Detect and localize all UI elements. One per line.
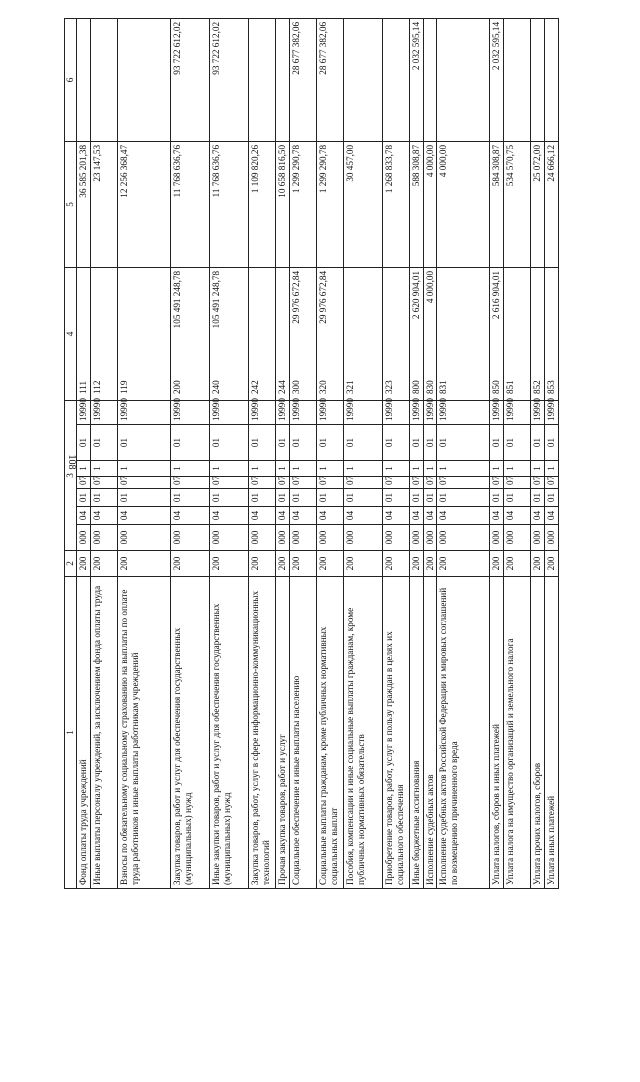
code-part-cell: 07 bbox=[289, 477, 316, 489]
column-header: 3 bbox=[65, 400, 77, 550]
code-part-cell: 1 bbox=[77, 461, 91, 477]
code-part-cell: 04 bbox=[545, 507, 559, 525]
code-part-cell: 01 bbox=[316, 489, 343, 507]
code-target-article: 19990 bbox=[210, 398, 221, 421]
line-code-cell: 200 bbox=[545, 551, 559, 577]
code-part-cell: 07 bbox=[437, 477, 490, 489]
code-expense-type: 320 bbox=[317, 380, 328, 395]
code-expense-type: 112 bbox=[91, 380, 102, 395]
code-part-cell: 01 bbox=[170, 425, 209, 461]
table-row bbox=[490, 18, 504, 888]
line-code-cell: 200 bbox=[382, 551, 409, 577]
column-number-header-row bbox=[65, 18, 77, 888]
approved-amount-cell: 29 976 672,84 bbox=[289, 267, 316, 400]
unexecuted-amount-cell bbox=[545, 18, 559, 141]
row-name-cell: Закупка товаров, работ, услуг в сфере информационно-коммуникационных технологий bbox=[248, 577, 275, 889]
code-expense-type: 853 bbox=[546, 380, 557, 395]
code-part-cell bbox=[343, 380, 382, 424]
table-row bbox=[504, 18, 531, 888]
code-target-article: 19990 bbox=[532, 398, 543, 421]
code-part-cell: 01 bbox=[437, 489, 490, 507]
code-expense-type: 850 bbox=[491, 380, 502, 395]
code-part-cell: 04 bbox=[90, 507, 117, 525]
table-row bbox=[316, 18, 343, 888]
table-row bbox=[545, 18, 559, 888]
approved-amount-cell: 105 491 248,78 bbox=[209, 267, 248, 400]
table-body bbox=[77, 18, 559, 888]
code-part-cell: 01 bbox=[90, 489, 117, 507]
code-part-cell: 01 bbox=[437, 425, 490, 461]
code-expense-type: 111 bbox=[78, 380, 88, 395]
code-part-cell bbox=[77, 380, 91, 424]
code-part-cell bbox=[289, 380, 316, 424]
code-part-cell: 01 bbox=[289, 489, 316, 507]
code-part-cell: 01 bbox=[275, 489, 289, 507]
code-part-cell: 01 bbox=[545, 425, 559, 461]
code-part-cell bbox=[545, 380, 559, 424]
code-target-article: 19990 bbox=[290, 398, 301, 421]
unexecuted-amount-cell: 28 677 382,06 bbox=[316, 18, 343, 141]
row-name-cell: Уплата налога на имущество организаций и земельного налога bbox=[504, 577, 531, 889]
code-part-cell: 1 bbox=[531, 461, 545, 477]
line-code-cell: 200 bbox=[490, 551, 504, 577]
code-part-cell: 01 bbox=[504, 489, 531, 507]
code-part-cell: 000 bbox=[275, 525, 289, 551]
row-name-cell: Иные выплаты персоналу учреждений, за исключением фонда оплаты труда bbox=[90, 577, 117, 889]
code-expense-type: 323 bbox=[383, 380, 394, 395]
code-expense-type: 242 bbox=[249, 380, 260, 395]
code-part-cell: 01 bbox=[423, 425, 437, 461]
code-part-cell: 04 bbox=[117, 507, 170, 525]
code-part-cell: 04 bbox=[275, 507, 289, 525]
code-part-cell bbox=[316, 380, 343, 424]
code-part-cell bbox=[382, 380, 409, 424]
code-part-cell: 07 bbox=[545, 477, 559, 489]
code-part-cell: 1 bbox=[423, 461, 437, 477]
unexecuted-amount-cell bbox=[90, 18, 117, 141]
code-part-cell: 1 bbox=[545, 461, 559, 477]
executed-amount-cell: 4 000,00 bbox=[423, 141, 437, 267]
approved-amount-cell: 29 976 672,84 bbox=[316, 267, 343, 400]
code-target-article: 19990 bbox=[491, 398, 502, 421]
code-part-cell: 04 bbox=[248, 507, 275, 525]
executed-amount-cell: 1 109 820,26 bbox=[248, 141, 275, 267]
table-row bbox=[423, 18, 437, 888]
code-part-cell: 01 bbox=[531, 425, 545, 461]
table-row bbox=[117, 18, 170, 888]
code-part-cell: 1 bbox=[209, 461, 248, 477]
code-part-cell bbox=[531, 380, 545, 424]
code-expense-type: 119 bbox=[118, 380, 129, 395]
table-row bbox=[382, 18, 409, 888]
code-part-cell: 07 bbox=[490, 477, 504, 489]
code-target-article: 19990 bbox=[438, 398, 449, 421]
line-code-cell: 200 bbox=[77, 551, 91, 577]
code-target-article: 19990 bbox=[317, 398, 328, 421]
approved-amount-cell: 2 620 904,01 bbox=[409, 267, 423, 400]
row-name-cell: Взносы по обязательному социальному страхованию на выплаты по оплате труда работников и иные выплаты работникам учреждений bbox=[117, 577, 170, 889]
executed-amount-cell: 1 299 290,78 bbox=[316, 141, 343, 267]
code-part-cell: 1 bbox=[90, 461, 117, 477]
table-row bbox=[437, 18, 490, 888]
line-code-cell: 200 bbox=[437, 551, 490, 577]
executed-amount-cell: 23 147,53 bbox=[90, 141, 117, 267]
code-part-cell: 04 bbox=[409, 507, 423, 525]
code-target-article: 19990 bbox=[410, 398, 421, 421]
code-part-cell: 01 bbox=[248, 425, 275, 461]
executed-amount-cell: 12 256 368,47 bbox=[117, 141, 170, 267]
code-part-cell: 01 bbox=[423, 489, 437, 507]
code-target-article: 19990 bbox=[546, 398, 557, 421]
executed-amount-cell: 30 457,00 bbox=[343, 141, 382, 267]
code-part-cell: 01 bbox=[382, 425, 409, 461]
code-part-cell: 01 bbox=[490, 425, 504, 461]
code-part-cell: 01 bbox=[77, 425, 91, 461]
line-code-cell: 200 bbox=[170, 551, 209, 577]
code-part-cell bbox=[90, 380, 117, 424]
code-part-cell: 1 bbox=[382, 461, 409, 477]
code-part-cell: 07 bbox=[77, 477, 91, 489]
code-part-cell: 01 bbox=[117, 489, 170, 507]
code-part-cell: 1 bbox=[289, 461, 316, 477]
code-part-cell bbox=[209, 380, 248, 424]
row-name-cell: Приобретение товаров, работ, услуг в пользу граждан в целях их социального обеспечения bbox=[382, 577, 409, 889]
executed-amount-cell: 1 268 833,78 bbox=[382, 141, 409, 267]
code-part-cell: 07 bbox=[382, 477, 409, 489]
code-part-cell bbox=[423, 380, 437, 424]
executed-amount-cell: 4 000,00 bbox=[437, 141, 490, 267]
code-part-cell: 1 bbox=[409, 461, 423, 477]
line-code-cell: 200 bbox=[316, 551, 343, 577]
executed-amount-cell: 588 308,87 bbox=[409, 141, 423, 267]
line-code-cell: 200 bbox=[423, 551, 437, 577]
code-part-cell: 01 bbox=[545, 489, 559, 507]
code-part-cell: 01 bbox=[248, 489, 275, 507]
code-expense-type: 300 bbox=[290, 380, 301, 395]
code-part-cell bbox=[248, 380, 275, 424]
code-part-cell: 07 bbox=[275, 477, 289, 489]
code-part-cell: 04 bbox=[423, 507, 437, 525]
executed-amount-cell: 584 308,87 bbox=[490, 141, 504, 267]
code-part-cell: 1 bbox=[170, 461, 209, 477]
code-target-article: 19990 bbox=[249, 398, 260, 421]
code-part-cell: 04 bbox=[490, 507, 504, 525]
unexecuted-amount-cell bbox=[531, 18, 545, 141]
code-part-cell bbox=[170, 380, 209, 424]
code-part-cell: 01 bbox=[209, 425, 248, 461]
code-expense-type: 830 bbox=[424, 380, 435, 395]
table-row bbox=[531, 18, 545, 888]
code-part-cell: 07 bbox=[90, 477, 117, 489]
code-part-cell: 07 bbox=[423, 477, 437, 489]
code-target-article: 19990 bbox=[424, 398, 435, 421]
table-row bbox=[90, 18, 117, 888]
code-part-cell: 07 bbox=[531, 477, 545, 489]
code-part-cell: 000 bbox=[504, 525, 531, 551]
line-code-cell: 200 bbox=[504, 551, 531, 577]
unexecuted-amount-cell bbox=[248, 18, 275, 141]
code-part-cell: 04 bbox=[531, 507, 545, 525]
code-target-article: 19990 bbox=[383, 398, 394, 421]
approved-amount-cell: 2 616 904,01 bbox=[490, 267, 504, 400]
executed-amount-cell: 11 768 636,76 bbox=[170, 141, 209, 267]
unexecuted-amount-cell bbox=[423, 18, 437, 141]
code-target-article: 19990 bbox=[276, 398, 287, 421]
code-part-cell: 01 bbox=[409, 489, 423, 507]
code-part-cell: 01 bbox=[490, 489, 504, 507]
table-row bbox=[343, 18, 382, 888]
approved-amount-cell: 105 491 248,78 bbox=[170, 267, 209, 400]
unexecuted-amount-cell: 28 677 382,06 bbox=[289, 18, 316, 141]
unexecuted-amount-cell: 2 032 595,14 bbox=[409, 18, 423, 141]
column-header: 1 bbox=[65, 577, 77, 889]
code-part-cell: 000 bbox=[545, 525, 559, 551]
rotated-document-sheet bbox=[64, 19, 618, 889]
unexecuted-amount-cell: 93 722 612,02 bbox=[209, 18, 248, 141]
code-expense-type: 852 bbox=[532, 380, 543, 395]
code-part-cell: 07 bbox=[209, 477, 248, 489]
code-part-cell: 07 bbox=[343, 477, 382, 489]
line-code-cell: 200 bbox=[409, 551, 423, 577]
line-code-cell: 200 bbox=[90, 551, 117, 577]
code-part-cell: 04 bbox=[437, 507, 490, 525]
code-part-cell: 1 bbox=[248, 461, 275, 477]
executed-amount-cell: 1 299 290,78 bbox=[289, 141, 316, 267]
code-part-cell: 1 bbox=[504, 461, 531, 477]
unexecuted-amount-cell bbox=[275, 18, 289, 141]
unexecuted-amount-cell bbox=[382, 18, 409, 141]
code-part-cell: 07 bbox=[117, 477, 170, 489]
table-row bbox=[77, 18, 91, 888]
unexecuted-amount-cell: 2 032 595,14 bbox=[490, 18, 504, 141]
code-expense-type: 240 bbox=[210, 380, 221, 395]
code-part-cell: 1 bbox=[343, 461, 382, 477]
code-part-cell: 000 bbox=[437, 525, 490, 551]
code-part-cell: 07 bbox=[504, 477, 531, 489]
unexecuted-amount-cell bbox=[117, 18, 170, 141]
table-row bbox=[248, 18, 275, 888]
table-row bbox=[289, 18, 316, 888]
code-part-cell bbox=[275, 380, 289, 424]
table-row bbox=[275, 18, 289, 888]
code-part-cell: 01 bbox=[343, 425, 382, 461]
executed-amount-cell: 11 768 636,76 bbox=[209, 141, 248, 267]
code-part-cell: 000 bbox=[209, 525, 248, 551]
code-part-cell: 000 bbox=[117, 525, 170, 551]
code-part-cell: 000 bbox=[90, 525, 117, 551]
row-name-cell: Иные закупки товаров, работ и услуг для обеспечения государственных (муниципальных) нужд bbox=[209, 577, 248, 889]
line-code-cell: 200 bbox=[209, 551, 248, 577]
code-part-cell: 01 bbox=[170, 489, 209, 507]
code-target-article: 19990 bbox=[344, 398, 355, 421]
executed-amount-cell: 10 658 816,50 bbox=[275, 141, 289, 267]
row-name-cell: Пособия, компенсации и иные социальные выплаты гражданам, кроме публичных нормативных обязательств bbox=[343, 577, 382, 889]
code-part-cell: 1 bbox=[490, 461, 504, 477]
code-part-cell bbox=[409, 380, 423, 424]
code-part-cell: 04 bbox=[504, 507, 531, 525]
line-code-cell: 200 bbox=[248, 551, 275, 577]
code-part-cell: 000 bbox=[170, 525, 209, 551]
row-name-cell: Фонд оплаты труда учреждений bbox=[77, 577, 91, 889]
code-part-cell: 07 bbox=[248, 477, 275, 489]
budget-execution-table bbox=[64, 18, 559, 889]
code-part-cell: 000 bbox=[77, 525, 91, 551]
code-part-cell bbox=[117, 380, 170, 424]
code-expense-type: 244 bbox=[276, 380, 287, 395]
code-part-cell: 01 bbox=[343, 489, 382, 507]
table-row bbox=[209, 18, 248, 888]
row-name-cell: Исполнение судебных актов Российской Федерации и мировых соглашений по возмещению причиненного вреда bbox=[437, 577, 490, 889]
code-part-cell: 01 bbox=[77, 489, 91, 507]
executed-amount-cell: 534 570,75 bbox=[504, 141, 531, 267]
code-target-article: 19990 bbox=[505, 398, 516, 421]
line-code-cell: 200 bbox=[275, 551, 289, 577]
code-target-article: 19990 bbox=[91, 398, 102, 421]
code-part-cell: 000 bbox=[490, 525, 504, 551]
code-part-cell: 04 bbox=[289, 507, 316, 525]
code-part-cell: 01 bbox=[90, 425, 117, 461]
row-name-cell: Социальные выплаты гражданам, кроме публичных нормативных социальных выплат bbox=[316, 577, 343, 889]
unexecuted-amount-cell bbox=[437, 18, 490, 141]
code-part-cell bbox=[504, 380, 531, 424]
unexecuted-amount-cell bbox=[343, 18, 382, 141]
code-part-cell: 01 bbox=[275, 425, 289, 461]
executed-amount-cell: 24 666,12 bbox=[545, 141, 559, 267]
code-part-cell: 000 bbox=[248, 525, 275, 551]
code-part-cell: 04 bbox=[77, 507, 91, 525]
code-part-cell: 04 bbox=[209, 507, 248, 525]
code-part-cell: 07 bbox=[170, 477, 209, 489]
code-part-cell: 04 bbox=[343, 507, 382, 525]
row-name-cell: Иные бюджетные ассигнования bbox=[409, 577, 423, 889]
code-part-cell: 1 bbox=[437, 461, 490, 477]
code-part-cell bbox=[437, 380, 490, 424]
code-part-cell: 07 bbox=[409, 477, 423, 489]
code-part-cell: 01 bbox=[409, 425, 423, 461]
column-header: 2 bbox=[65, 551, 77, 577]
table-row bbox=[170, 18, 209, 888]
code-part-cell: 000 bbox=[531, 525, 545, 551]
unexecuted-amount-cell bbox=[77, 18, 91, 141]
code-part-cell: 1 bbox=[316, 461, 343, 477]
code-part-cell: 000 bbox=[289, 525, 316, 551]
executed-amount-cell: 25 072,00 bbox=[531, 141, 545, 267]
code-target-article: 19990 bbox=[78, 398, 88, 421]
row-name-cell: Исполнение судебных актов bbox=[423, 577, 437, 889]
column-header: 4 bbox=[65, 267, 77, 400]
code-part-cell: 01 bbox=[289, 425, 316, 461]
row-name-cell: Уплата иных платежей bbox=[545, 577, 559, 889]
code-part-cell: 01 bbox=[382, 489, 409, 507]
code-part-cell bbox=[490, 380, 504, 424]
code-part-cell: 04 bbox=[170, 507, 209, 525]
row-name-cell: Социальное обеспечение и иные выплаты населению bbox=[289, 577, 316, 889]
line-code-cell: 200 bbox=[343, 551, 382, 577]
code-part-cell: 000 bbox=[343, 525, 382, 551]
page-number: 108 bbox=[66, 454, 77, 470]
code-part-cell: 01 bbox=[531, 489, 545, 507]
code-target-article: 19990 bbox=[118, 398, 129, 421]
code-target-article: 19990 bbox=[171, 398, 182, 421]
approved-amount-cell: 4 000,00 bbox=[423, 267, 437, 400]
executed-amount-cell: 36 585 201,38 bbox=[77, 141, 91, 267]
code-part-cell: 01 bbox=[209, 489, 248, 507]
code-part-cell: 01 bbox=[504, 425, 531, 461]
line-code-cell: 200 bbox=[117, 551, 170, 577]
code-part-cell: 000 bbox=[382, 525, 409, 551]
line-code-cell: 200 bbox=[289, 551, 316, 577]
code-expense-type: 831 bbox=[438, 380, 449, 395]
code-part-cell: 000 bbox=[409, 525, 423, 551]
code-part-cell: 1 bbox=[117, 461, 170, 477]
code-part-cell: 1 bbox=[275, 461, 289, 477]
row-name-cell: Уплата прочих налогов, сборов bbox=[531, 577, 545, 889]
row-name-cell: Закупка товаров, работ и услуг для обеспечения государственных (муниципальных) нужд bbox=[170, 577, 209, 889]
unexecuted-amount-cell bbox=[504, 18, 531, 141]
unexecuted-amount-cell: 93 722 612,02 bbox=[170, 18, 209, 141]
code-part-cell: 01 bbox=[316, 425, 343, 461]
code-part-cell: 000 bbox=[316, 525, 343, 551]
code-part-cell: 07 bbox=[316, 477, 343, 489]
code-expense-type: 851 bbox=[505, 380, 516, 395]
column-header: 6 bbox=[65, 18, 77, 141]
code-part-cell: 04 bbox=[382, 507, 409, 525]
code-part-cell: 000 bbox=[423, 525, 437, 551]
code-expense-type: 800 bbox=[410, 380, 421, 395]
code-expense-type: 200 bbox=[171, 380, 182, 395]
row-name-cell: Уплата налогов, сборов и иных платежей bbox=[490, 577, 504, 889]
code-expense-type: 321 bbox=[344, 380, 355, 395]
code-part-cell: 01 bbox=[117, 425, 170, 461]
code-part-cell: 04 bbox=[316, 507, 343, 525]
line-code-cell: 200 bbox=[531, 551, 545, 577]
column-header: 5 bbox=[65, 141, 77, 267]
row-name-cell: Прочая закупка товаров, работ и услуг bbox=[275, 577, 289, 889]
table-row bbox=[409, 18, 423, 888]
